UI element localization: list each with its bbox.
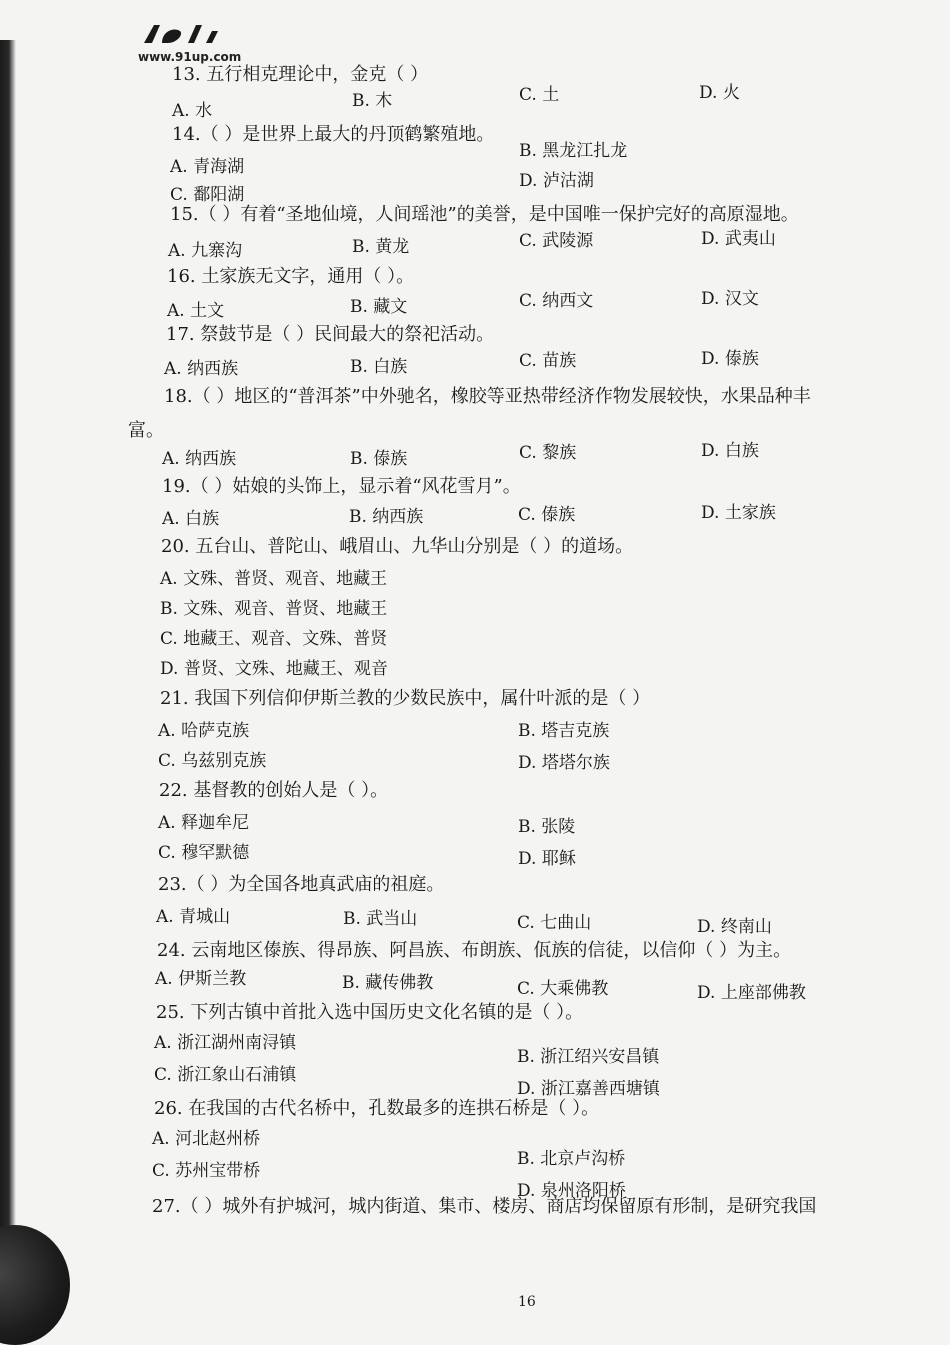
question-16-option-d: D. 汉文 bbox=[701, 289, 759, 309]
question-16-option-c: C. 纳西文 bbox=[519, 291, 594, 311]
question-26-option-a: A. 河北赵州桥 bbox=[152, 1129, 261, 1149]
question-18-stem-continued: 富。 bbox=[128, 420, 164, 441]
question-25-option-c: C. 浙江象山石浦镇 bbox=[154, 1065, 297, 1085]
question-18-option-a: A. 纳西族 bbox=[162, 449, 237, 469]
question-22-option-b: B. 张陵 bbox=[518, 817, 576, 837]
question-24-option-d: D. 上座部佛教 bbox=[697, 983, 806, 1003]
question-16-option-a: A. 土文 bbox=[167, 301, 225, 321]
question-26-option-d: D. 泉州洛阳桥 bbox=[517, 1181, 626, 1201]
question-20-option-b: B. 文殊、观音、普贤、地藏王 bbox=[160, 599, 388, 619]
question-17-stem: 17. 祭鼓节是（ ）民间最大的祭祀活动。 bbox=[166, 324, 495, 345]
question-14-option-a: A. 青海湖 bbox=[170, 157, 245, 177]
question-13-option-a: A. 水 bbox=[172, 101, 213, 121]
question-21-option-d: D. 塔塔尔族 bbox=[518, 753, 610, 773]
question-23-option-c: C. 七曲山 bbox=[517, 913, 592, 933]
question-19-stem: 19.（ ）姑娘的头饰上，显示着“风花雪月”。 bbox=[162, 476, 521, 497]
question-26-option-b: B. 北京卢沟桥 bbox=[517, 1149, 626, 1169]
question-21-option-b: B. 塔吉克族 bbox=[518, 721, 610, 741]
question-13-stem: 13. 五行相克理论中，金克（ ） bbox=[172, 64, 429, 85]
question-25-stem: 25. 下列古镇中首批入选中国历史文化名镇的是（ ）。 bbox=[156, 1002, 584, 1023]
question-17-option-b: B. 白族 bbox=[350, 357, 408, 377]
question-23-option-b: B. 武当山 bbox=[343, 909, 418, 929]
question-23-option-d: D. 终南山 bbox=[697, 917, 772, 937]
question-15-option-d: D. 武夷山 bbox=[701, 229, 776, 249]
question-19-option-b: B. 纳西族 bbox=[349, 507, 424, 527]
question-19-option-d: D. 土家族 bbox=[701, 503, 776, 523]
question-23-option-a: A. 青城山 bbox=[156, 907, 231, 927]
question-14-option-c: C. 鄱阳湖 bbox=[170, 185, 245, 205]
question-14-stem: 14.（ ）是世界上最大的丹顶鹤繁殖地。 bbox=[172, 124, 495, 145]
question-17-option-d: D. 傣族 bbox=[701, 349, 759, 369]
question-23-stem: 23.（ ）为全国各地真武庙的祖庭。 bbox=[158, 874, 445, 895]
question-24-option-a: A. 伊斯兰教 bbox=[155, 969, 247, 989]
scan-edge-shadow bbox=[0, 40, 16, 1300]
question-22-stem: 22. 基督教的创始人是（ ）。 bbox=[159, 780, 389, 801]
question-14-option-d: D. 泸沽湖 bbox=[519, 171, 594, 191]
question-21-option-c: C. 乌兹别克族 bbox=[158, 751, 267, 771]
question-20-option-d: D. 普贤、文殊、地藏王、观音 bbox=[160, 659, 388, 679]
question-21-option-a: A. 哈萨克族 bbox=[158, 721, 250, 741]
question-25-option-d: D. 浙江嘉善西塘镇 bbox=[517, 1079, 660, 1099]
question-18-option-d: D. 白族 bbox=[701, 441, 759, 461]
site-logo bbox=[140, 20, 260, 46]
question-20-option-a: A. 文殊、普贤、观音、地藏王 bbox=[160, 569, 388, 589]
question-15-stem: 15.（ ）有着“圣地仙境，人间瑶池”的美誉，是中国唯一保护完好的高原湿地。 bbox=[170, 204, 799, 225]
question-22-option-a: A. 释迦牟尼 bbox=[158, 813, 250, 833]
scan-corner-shadow bbox=[0, 1225, 70, 1345]
question-17-option-c: C. 苗族 bbox=[519, 351, 577, 371]
question-24-stem: 24. 云南地区傣族、得昂族、阿昌族、布朗族、佤族的信徒，以信仰（ ）为主。 bbox=[157, 940, 792, 961]
question-22-option-d: D. 耶稣 bbox=[518, 849, 576, 869]
question-18-option-c: C. 黎族 bbox=[519, 443, 577, 463]
question-15-option-c: C. 武陵源 bbox=[519, 231, 594, 251]
question-26-option-c: C. 苏州宝带桥 bbox=[152, 1161, 261, 1181]
question-15-option-a: A. 九寨沟 bbox=[168, 241, 243, 261]
question-16-stem: 16. 土家族无文字，通用（ ）。 bbox=[167, 266, 415, 287]
page-number: 16 bbox=[518, 1294, 536, 1310]
question-19-option-a: A. 白族 bbox=[162, 509, 220, 529]
question-27-stem: 27.（ ）城外有护城河，城内街道、集市、楼房、商店均保留原有形制，是研究我国 bbox=[152, 1196, 817, 1217]
question-18-option-b: B. 傣族 bbox=[350, 449, 408, 469]
question-25-option-a: A. 浙江湖州南浔镇 bbox=[154, 1033, 297, 1053]
question-13-option-d: D. 火 bbox=[699, 83, 740, 103]
question-19-option-c: C. 傣族 bbox=[518, 505, 576, 525]
question-15-option-b: B. 黄龙 bbox=[352, 237, 410, 257]
question-22-option-c: C. 穆罕默德 bbox=[158, 843, 250, 863]
question-13-option-c: C. 土 bbox=[519, 85, 560, 105]
question-13-option-b: B. 木 bbox=[352, 91, 393, 111]
question-18-stem: 18.（ ）地区的“普洱茶”中外驰名，橡胶等亚热带经济作物发展较快，水果品种丰 bbox=[164, 386, 811, 407]
question-24-option-b: B. 藏传佛教 bbox=[342, 973, 434, 993]
question-21-stem: 21. 我国下列信仰伊斯兰教的少数民族中，属什叶派的是（ ） bbox=[160, 688, 651, 709]
question-24-option-c: C. 大乘佛教 bbox=[517, 979, 609, 999]
question-17-option-a: A. 纳西族 bbox=[164, 359, 239, 379]
question-25-option-b: B. 浙江绍兴安昌镇 bbox=[517, 1047, 660, 1067]
site-url: www.91up.com bbox=[138, 50, 242, 64]
question-20-option-c: C. 地藏王、观音、文殊、普贤 bbox=[160, 629, 388, 649]
question-16-option-b: B. 藏文 bbox=[350, 297, 408, 317]
question-26-stem: 26. 在我国的古代名桥中，孔数最多的连拱石桥是（ ）。 bbox=[154, 1098, 600, 1119]
question-20-stem: 20. 五台山、普陀山、峨眉山、九华山分别是（ ）的道场。 bbox=[161, 536, 634, 557]
question-14-option-b: B. 黑龙江扎龙 bbox=[519, 141, 628, 161]
